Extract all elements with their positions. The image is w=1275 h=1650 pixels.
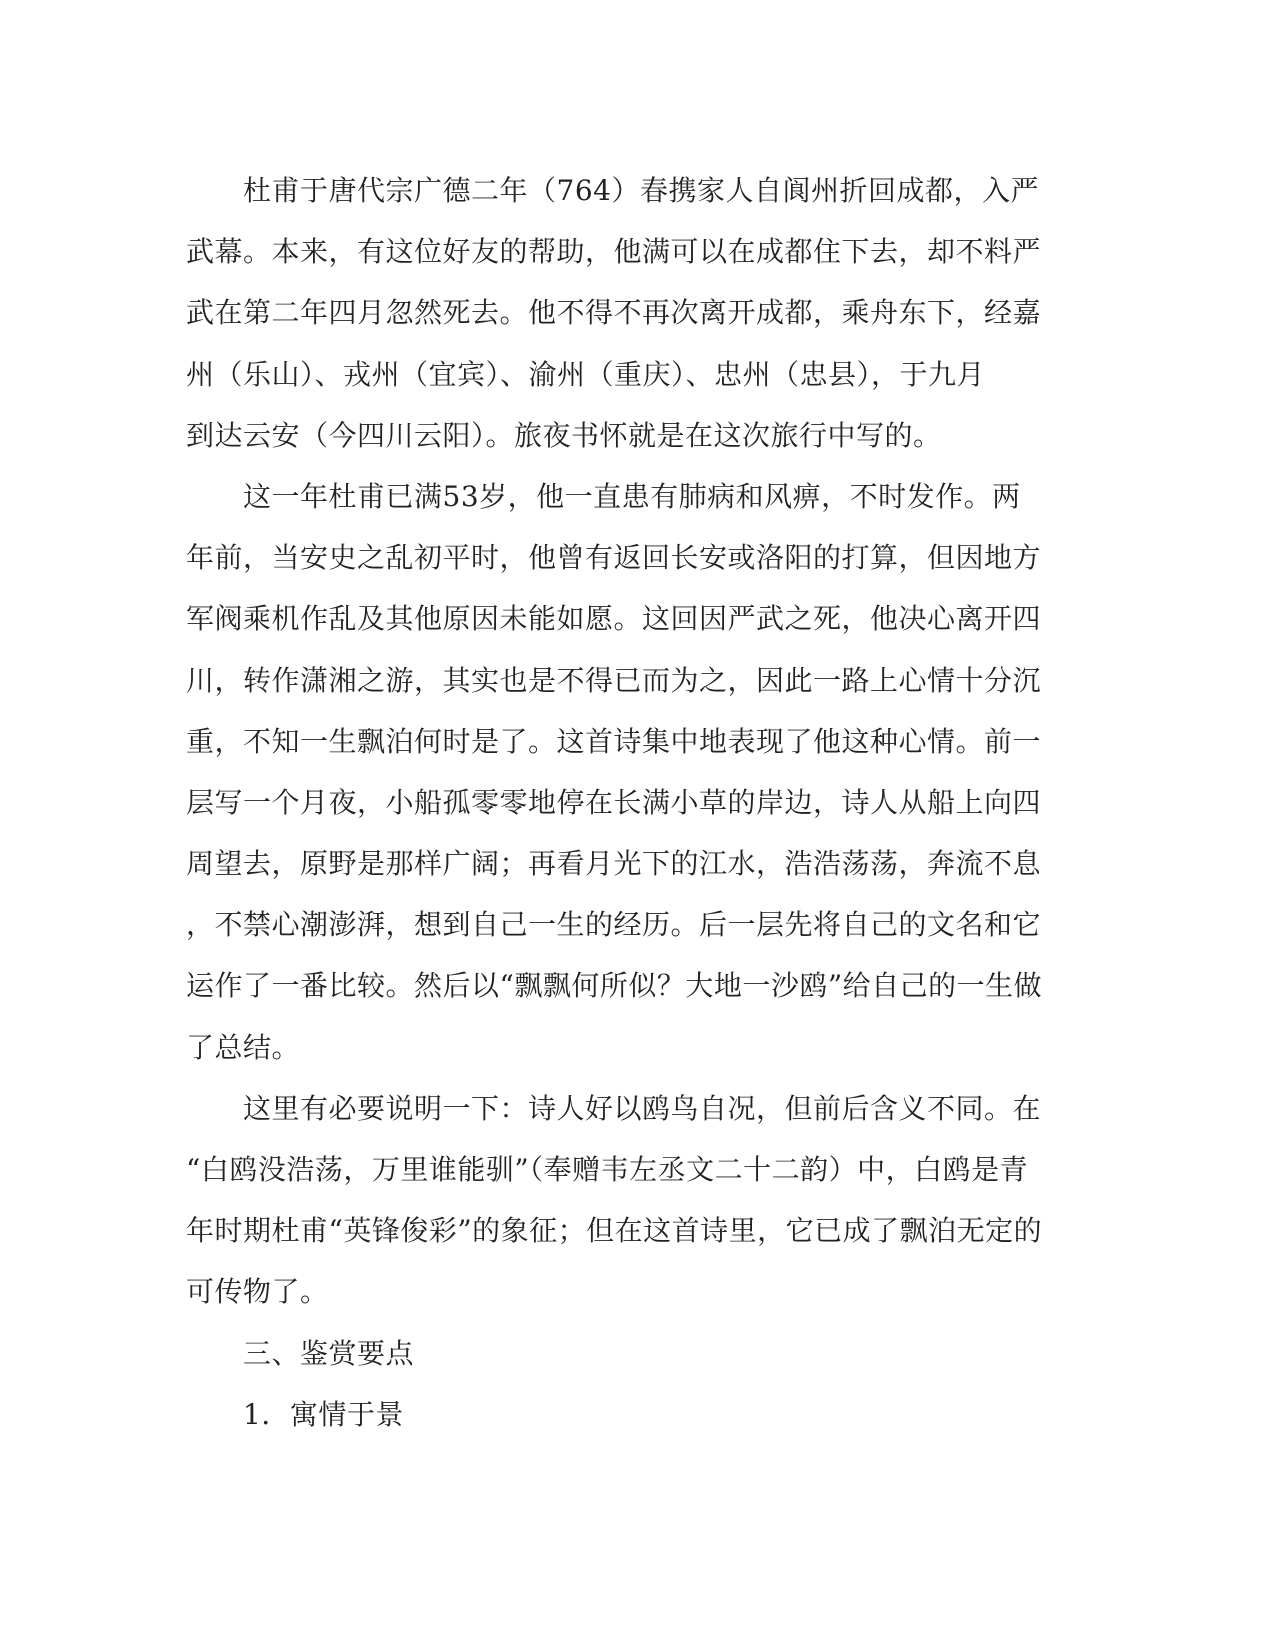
document-body <box>186 160 1066 1445</box>
text-line: 杜甫于唐代宗广德二年（764）春携家人自阆州折回成都，入严 <box>186 174 1039 207</box>
text-line: 武在第二年四月忽然死去。他不得不再次离开成都，乘舟东下，经嘉 <box>186 296 1042 330</box>
text-line: 这里有必要说明一下：诗人好以鸥鸟自况，但前后含义不同。在 <box>186 1091 1042 1125</box>
text-line: 运作了一番比较。然后以“飘飘何所似？大地一沙鸥”给自己的一生做 <box>186 969 1043 1003</box>
text-line: 这一年杜甫已满53岁，他一直患有肺病和风痹，不时发作。两 <box>186 479 1021 513</box>
text-line: 年前，当安史之乱初平时，他曾有返回长安或洛阳的打算，但因地方 <box>186 541 1042 575</box>
text-line: 年时期杜甫“英锋俊彩”的象征；但在这首诗里，它已成了飘泊无定的 <box>186 1214 1043 1248</box>
text-line: 可传物了。 <box>186 1275 329 1309</box>
text-line: 到达云安（今四川云阳）。旅夜书怀就是在这次旅行中写的。 <box>186 418 942 452</box>
text-line: ，不禁心潮澎湃，想到自己一生的经历。后一层先将自己的文名和它 <box>186 908 1042 942</box>
text-line: “白鸥没浩荡，万里谁能驯”（奉赠韦左丞文二十二韵）中，白鸥是青 <box>186 1153 1029 1186</box>
text-line: 州（乐山）、戎州（宜宾）、渝州（重庆）、忠州（忠县），于九月 <box>186 357 986 391</box>
subsection-heading: 1．寓情于景 <box>186 1397 404 1431</box>
text-line: 层写一个月夜，小船孤零零地停在长满小草的岸边，诗人从船上向四 <box>186 785 1042 819</box>
text-line: 重，不知一生飘泊何时是了。这首诗集中地表现了他这种心情。前一 <box>186 724 1042 758</box>
section-heading: 三、鉴赏要点 <box>186 1336 415 1370</box>
text-line: 周望去，原野是那样广阔；再看月光下的江水，浩浩荡荡，奔流不息 <box>186 847 1042 881</box>
text-line: 了总结。 <box>186 1030 301 1064</box>
text-line: 武幕。本来，有这位好友的帮助，他满可以在成都住下去，却不料严 <box>186 235 1042 269</box>
text-line: 川，转作潇湘之游，其实也是不得已而为之，因此一路上心情十分沉 <box>186 663 1042 697</box>
text-line: 军阀乘机作乱及其他原因未能如愿。这回因严武之死，他决心离开四 <box>186 602 1042 636</box>
